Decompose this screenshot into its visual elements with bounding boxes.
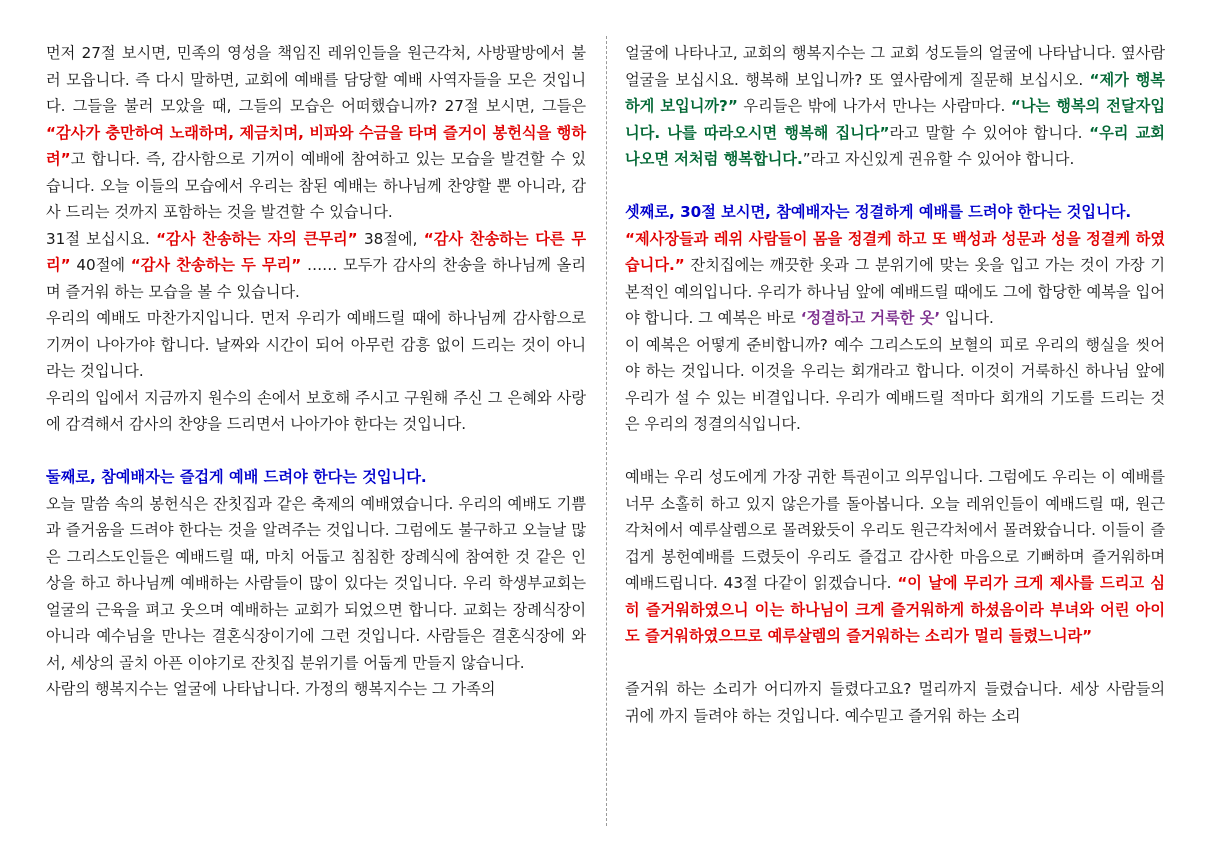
spacer — [625, 650, 1165, 677]
text-segment: 잔치집에는 깨끗한 옷과 그 분위기에 맞는 옷을 입고 가는 것이 가장 기본적인 예의입니다. 우리가 하나님 앞에 예배드릴 때에도 그에 합당한 예복을 입어야 합니다. 그 예복은 바로 — [625, 256, 1165, 327]
paragraph-repentance: 이 예복은 어떻게 준비합니까? 예수 그리스도의 보혈의 피로 우리의 행실을 씻어야 하는 것입니다. 이것을 우리는 회개라고 합니다. 이것이 거룩하신 하나님 앞에 우리가 설 수 있는 비결입니다. 우리가 예배드릴 적마다 회개의 기도를 드리는 것은 우리의 정결의식입니다. — [625, 335, 1165, 433]
text-segment: 라고 말할 수 있어야 합니다. — [889, 123, 1090, 142]
quote-verse-31: “감사 찬송하는 자의 큰무리” — [156, 229, 358, 248]
text-segment: 우리들은 밖에 나가서 만나는 사람마다. — [737, 97, 1011, 115]
paragraph-27-verse — [46, 40, 586, 226]
section-heading-third: 셋째로, 30절 보시면, 참예배자는 정결하게 예배를 드려야 한다는 것입니다. — [625, 203, 1132, 221]
paragraph-happiness-index: 사람의 행복지수는 얼굴에 나타납니다. 가정의 행복지수는 그 가족의 — [46, 680, 496, 698]
text-segment: 예배는 우리 성도에게 가장 귀한 특권이고 의무입니다. 그럼에도 우리는 이 예배를 너무 소홀히 하고 있지 않은가를 돌아봅니다. 오늘 레위인들이 예배드릴 때, 원근각처에서 예루살렘으로 몰려왔듯이 우리도 원근각처에서 몰려왔습니다. 이들이 즐겁게 봉헌예배를 드렸듯이 우리도 즐겁고 감사한 마음으로 기뻐하며 즐거워하며 예배드립니다. 43절 다같이 읽겠습니다. — [625, 468, 1165, 592]
quote-verse-27: “감사가 충만하여 노래하며, 제금치며, 비파와 수금을 타며 즐거이 봉헌식을 행하려” — [46, 123, 586, 168]
text-segment: 먼저 27절 보시면, 민족의 영성을 책임진 레위인들을 원근각처, 사방팔방에서 불러 모읍니다. 즉 다시 말하면, 교회에 예배를 담당할 예배 사역자들을 모은 것입니다. 그들을 불러 모았을 때, 그들의 모습은 어떠했습니까? 27절 보시면, 그들은 — [46, 44, 586, 115]
quote-verse-40: “감사 찬송하는 두 무리” — [130, 256, 302, 274]
paragraph-happiness-faces — [625, 40, 1165, 173]
quote-our-church: “우리 교회 나오면 저처럼 행복합니다. — [625, 123, 1165, 168]
paragraph-privilege — [625, 464, 1165, 650]
quote-verse-38: “감사 찬송하는 다른 무리” — [46, 229, 586, 274]
text-segment: …… 모두가 감사의 찬송을 하나님께 올리며 즐거워 하는 모습을 볼 수 있습니다. — [46, 256, 586, 301]
paragraph-31-verse — [46, 226, 586, 306]
paragraph-gratitude: 우리의 입에서 지금까지 원수의 손에서 보호해 주시고 구원해 주신 그 은혜와 사랑에 감격해서 감사의 찬양을 드리면서 나아가야 한다는 것입니다. — [46, 388, 586, 433]
left-column — [46, 40, 586, 703]
quote-am-i-happy: “제가 행복하게 보입니까?” — [625, 70, 1165, 115]
spacer — [46, 438, 586, 465]
quote-happiness-messenger: “나는 행복의 전달자입니다. 나를 따라오시면 행복해 집니다” — [625, 97, 1165, 142]
highlight-holy-garment: ‘정결하고 거룩한 옷’ — [800, 309, 941, 327]
text-segment: 31절 보십시요. — [46, 229, 157, 248]
text-segment: ”라고 자신있게 권유할 수 있어야 합니다. — [802, 150, 1075, 168]
quote-verse-43: “이 날에 무리가 크게 제사를 드리고 심히 즐거워하였으니 이는 하나님이 크게 즐거워하게 하셨음이라 부녀와 어린 아이도 즐거워하였으므로 예루살렘의 즐거워하는 소리가 멀리 들렸느니라” — [625, 574, 1166, 645]
paragraph-purification — [625, 226, 1165, 332]
text-segment: 40절에 — [70, 256, 131, 274]
paragraph-our-worship: 우리의 예배도 마찬가지입니다. 먼저 우리가 예배드릴 때에 하나님께 감사함으로 기꺼이 나아가야 합니다. 날짜와 시간이 되어 아무런 감흥 없이 드리는 것이 아니라는 것입니다. — [46, 309, 586, 380]
right-column — [625, 40, 1165, 729]
text-segment: 38절에, — [357, 229, 424, 248]
text-segment: 얼굴에 나타나고, 교회의 행복지수는 그 교회 성도들의 얼굴에 나타납니다. 옆사람 얼굴을 보십시요. 행복해 보입니까? 또 옆사람에게 질문해 보십시오. — [625, 44, 1165, 89]
column-divider — [606, 36, 607, 826]
spacer — [625, 438, 1165, 465]
text-segment: 고 합니다. 즉, 감사함으로 기꺼이 예배에 참여하고 있는 모습을 발견할 수 있습니다. 오늘 이들의 모습에서 우리는 참된 예배는 하나님께 찬양할 뿐 아니라, 감사 드리는 것까지 포함하는 것을 발견할 수 있습니다. — [46, 150, 586, 221]
paragraph-joyful-sound: 즐거워 하는 소리가 어디까지 들렸다고요? 멀리까지 들렸습니다. 세상 사람들의 귀에 까지 들려야 하는 것입니다. 예수믿고 즐거워 하는 소리 — [625, 680, 1165, 725]
spacer — [625, 173, 1165, 200]
paragraph-festival-worship: 오늘 말씀 속의 봉헌식은 잔칫집과 같은 축제의 예배였습니다. 우리의 예배도 기쁨과 즐거움을 드려야 한다는 것을 알려주는 것입니다. 그럼에도 불구하고 오늘날 많은 그리스도인들은 예배드릴 때, 마치 어둡고 침침한 장례식에 참여한 것 같은 인상을 하고 하나님께 예배하는 사람들이 많이 있다는 것입니다. 우리 학생부교회는 얼굴의 근육을 펴고 웃으며 예배하는 교회가 되었으면 합니다. 교회는 장례식장이 아니라 예수님을 만나는 결혼식장이기에 그런 것입니다. 사람들은 결혼식장에 와서, 세상의 골치 아픈 이야기로 잔칫집 분위기를 어둡게 만들지 않습니다. — [46, 494, 586, 672]
section-heading-second: 둘째로, 참예배자는 즐겁게 예배 드려야 한다는 것입니다. — [46, 468, 427, 486]
text-segment: 입니다. — [940, 309, 994, 327]
quote-verse-30: “제사장들과 레위 사람들이 몸을 정결케 하고 또 백성과 성문과 성을 정결케 하였습니다.” — [625, 229, 1165, 274]
